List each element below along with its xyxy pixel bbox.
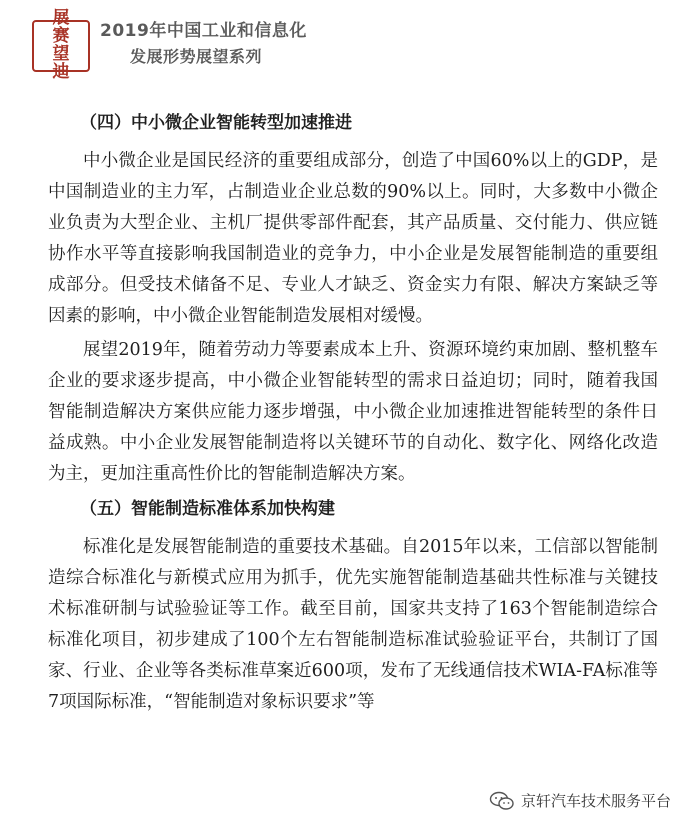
seal-char: 迪 (52, 61, 70, 82)
wechat-icon (489, 791, 515, 811)
watermark (489, 790, 671, 811)
seal-logo (32, 8, 90, 82)
seal-char: 展 (52, 8, 70, 29)
paragraph: 中小微企业是国民经济的重要组成部分，创造了中国60%以上的GDP，是中国制造业的主力军，占制造业企业总数的90%以上。同时，大多数中小微企业负责为大型企业、主机厂提供零部件配套，其产品质量、交付能力、供应链协作水平等直接影响我国制造业的竞争力，中小企业是发展智能制造的重要组成部分。但受技术储备不足、专业人才缺乏、资金实力有限、解决方案缺乏等因素的影响，中小微企业智能制造发展相对缓慢。 (48, 151, 658, 326)
page-header (0, 0, 693, 80)
seal-char: 望 (52, 44, 70, 64)
seal-char: 赛 (52, 26, 70, 47)
section-heading: （四）中小微企业智能转型加速推进 (80, 113, 352, 133)
header-subtitle: 发展形势展望系列 (130, 47, 263, 66)
paragraph: 展望2019年，随着劳动力等要素成本上升、资源环境约束加剧、整机整车企业的要求逐步提高，中小微企业智能转型的需求日益迫切；同时，随着我国智能制造解决方案供应能力逐步增强，中小微企业加速推进智能转型的条件日益成熟。中小企业发展智能制造将以关键环节的自动化、数字化、网络化改造为主，更加注重高性价比的智能制造解决方案。 (48, 340, 658, 484)
header-title: 2019年中国工业和信息化 (100, 21, 307, 41)
document-body (48, 108, 658, 721)
section-heading: （五）智能制造标准体系加快构建 (80, 499, 335, 519)
watermark-text: 京轩汽车技术服务平台 (520, 792, 671, 810)
paragraph: 标准化是发展智能制造的重要技术基础。自2015年以来，工信部以智能制造综合标准化与新模式应用为抓手，优先实施智能制造基础共性标准与关键技术标准研制与试验验证等工作。截至目前，国家共支持了163个智能制造综合标准化项目，初步建成了100个左右智能制造标准试验验证平台，共制订了国家、行业、企业等各类标准草案近600项，发布了无线通信技术WIA-FA标准等7项国际标准，“智能制造对象标识要求”等 (48, 537, 658, 712)
